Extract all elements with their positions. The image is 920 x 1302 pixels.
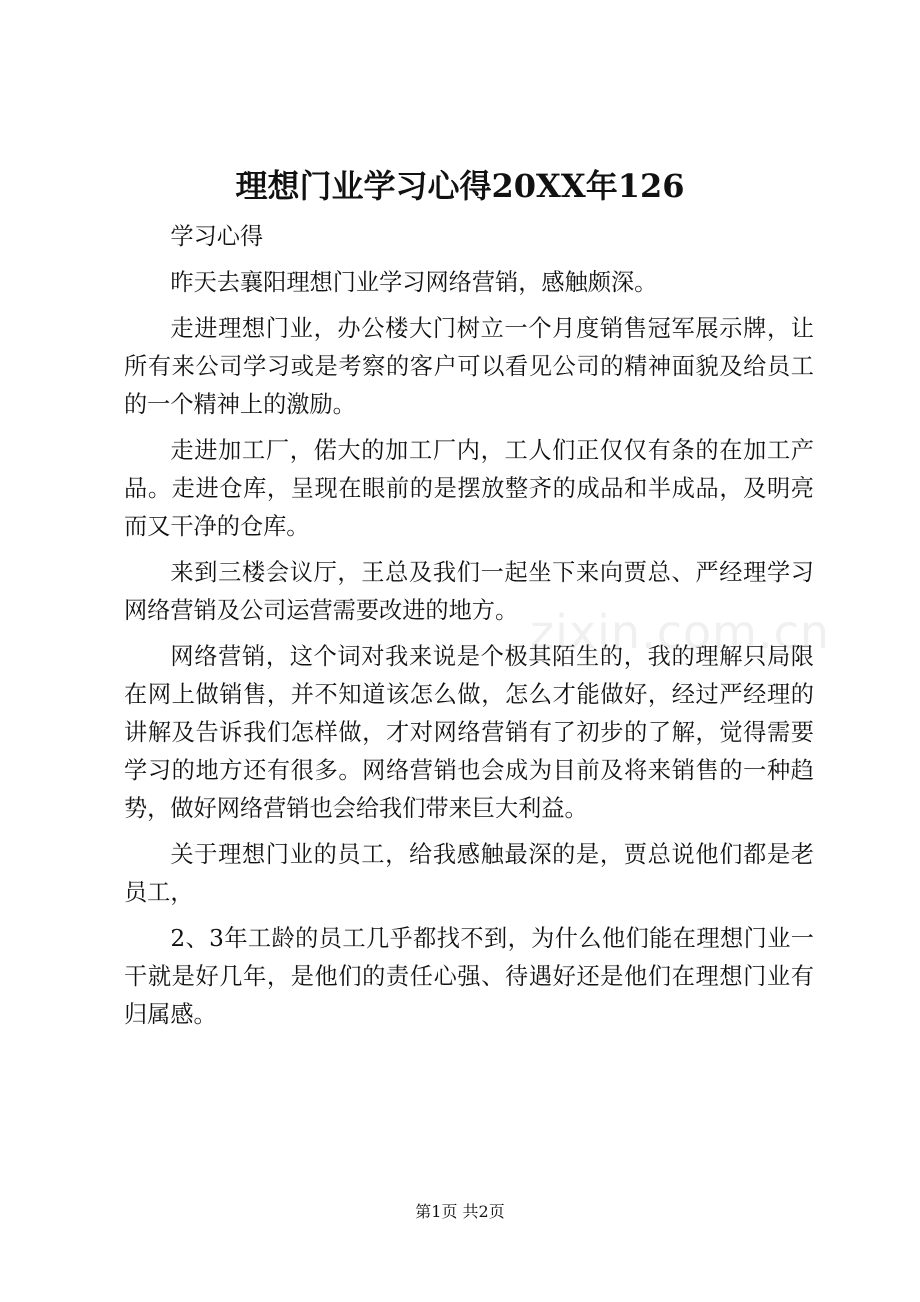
paragraph-2: 昨天去襄阳理想门业学习网络营销，感触颇深。 — [170, 269, 658, 296]
paragraph-7: 关于理想门业的员工，给我感触最深的是，贾总说他们都是老员工， — [124, 841, 814, 906]
paragraph-3: 走进理想门业，办公楼大门树立一个月度销售冠军展示牌，让所有来公司学习或是考察的客户可以看见公司的精神面貌及给员工的一个精神上的激励。 — [124, 315, 814, 418]
document-title: 理想门业学习心得20XX年126 — [235, 167, 685, 205]
document-body — [124, 218, 814, 1034]
paragraph-1: 学习心得 — [170, 223, 264, 250]
watermark: zixin.com.cn — [530, 605, 831, 659]
paragraph-8: 2、3年工龄的员工几乎都找不到，为什么他们能在理想门业一干就是好几年，是他们的责任心强、待遇好还是他们在理想门业有归属感。 — [124, 925, 814, 1028]
paragraph-5: 来到三楼会议厅，王总及我们一起坐下来向贾总、严经理学习网络营销及公司运营需要改进的地方。 — [124, 559, 814, 624]
page-footer: 第1页 共2页 — [415, 1202, 505, 1221]
paragraph-4: 走进加工厂，偌大的加工厂内，工人们正仅仅有条的在加工产品。走进仓库，呈现在眼前的是摆放整齐的成品和半成品，及明亮而又干净的仓库。 — [124, 437, 814, 540]
paragraph-6: 网络营销，这个词对我来说是个极其陌生的，我的理解只局限在网上做销售，并不知道该怎么做，怎么才能做好，经过严经理的讲解及告诉我们怎样做，才对网络营销有了初步的了解，觉得需要学习的地方还有很多。网络营销也会成为目前及将来销售的一种趋势，做好网络营销也会给我们带来巨大利益。 — [124, 643, 814, 822]
